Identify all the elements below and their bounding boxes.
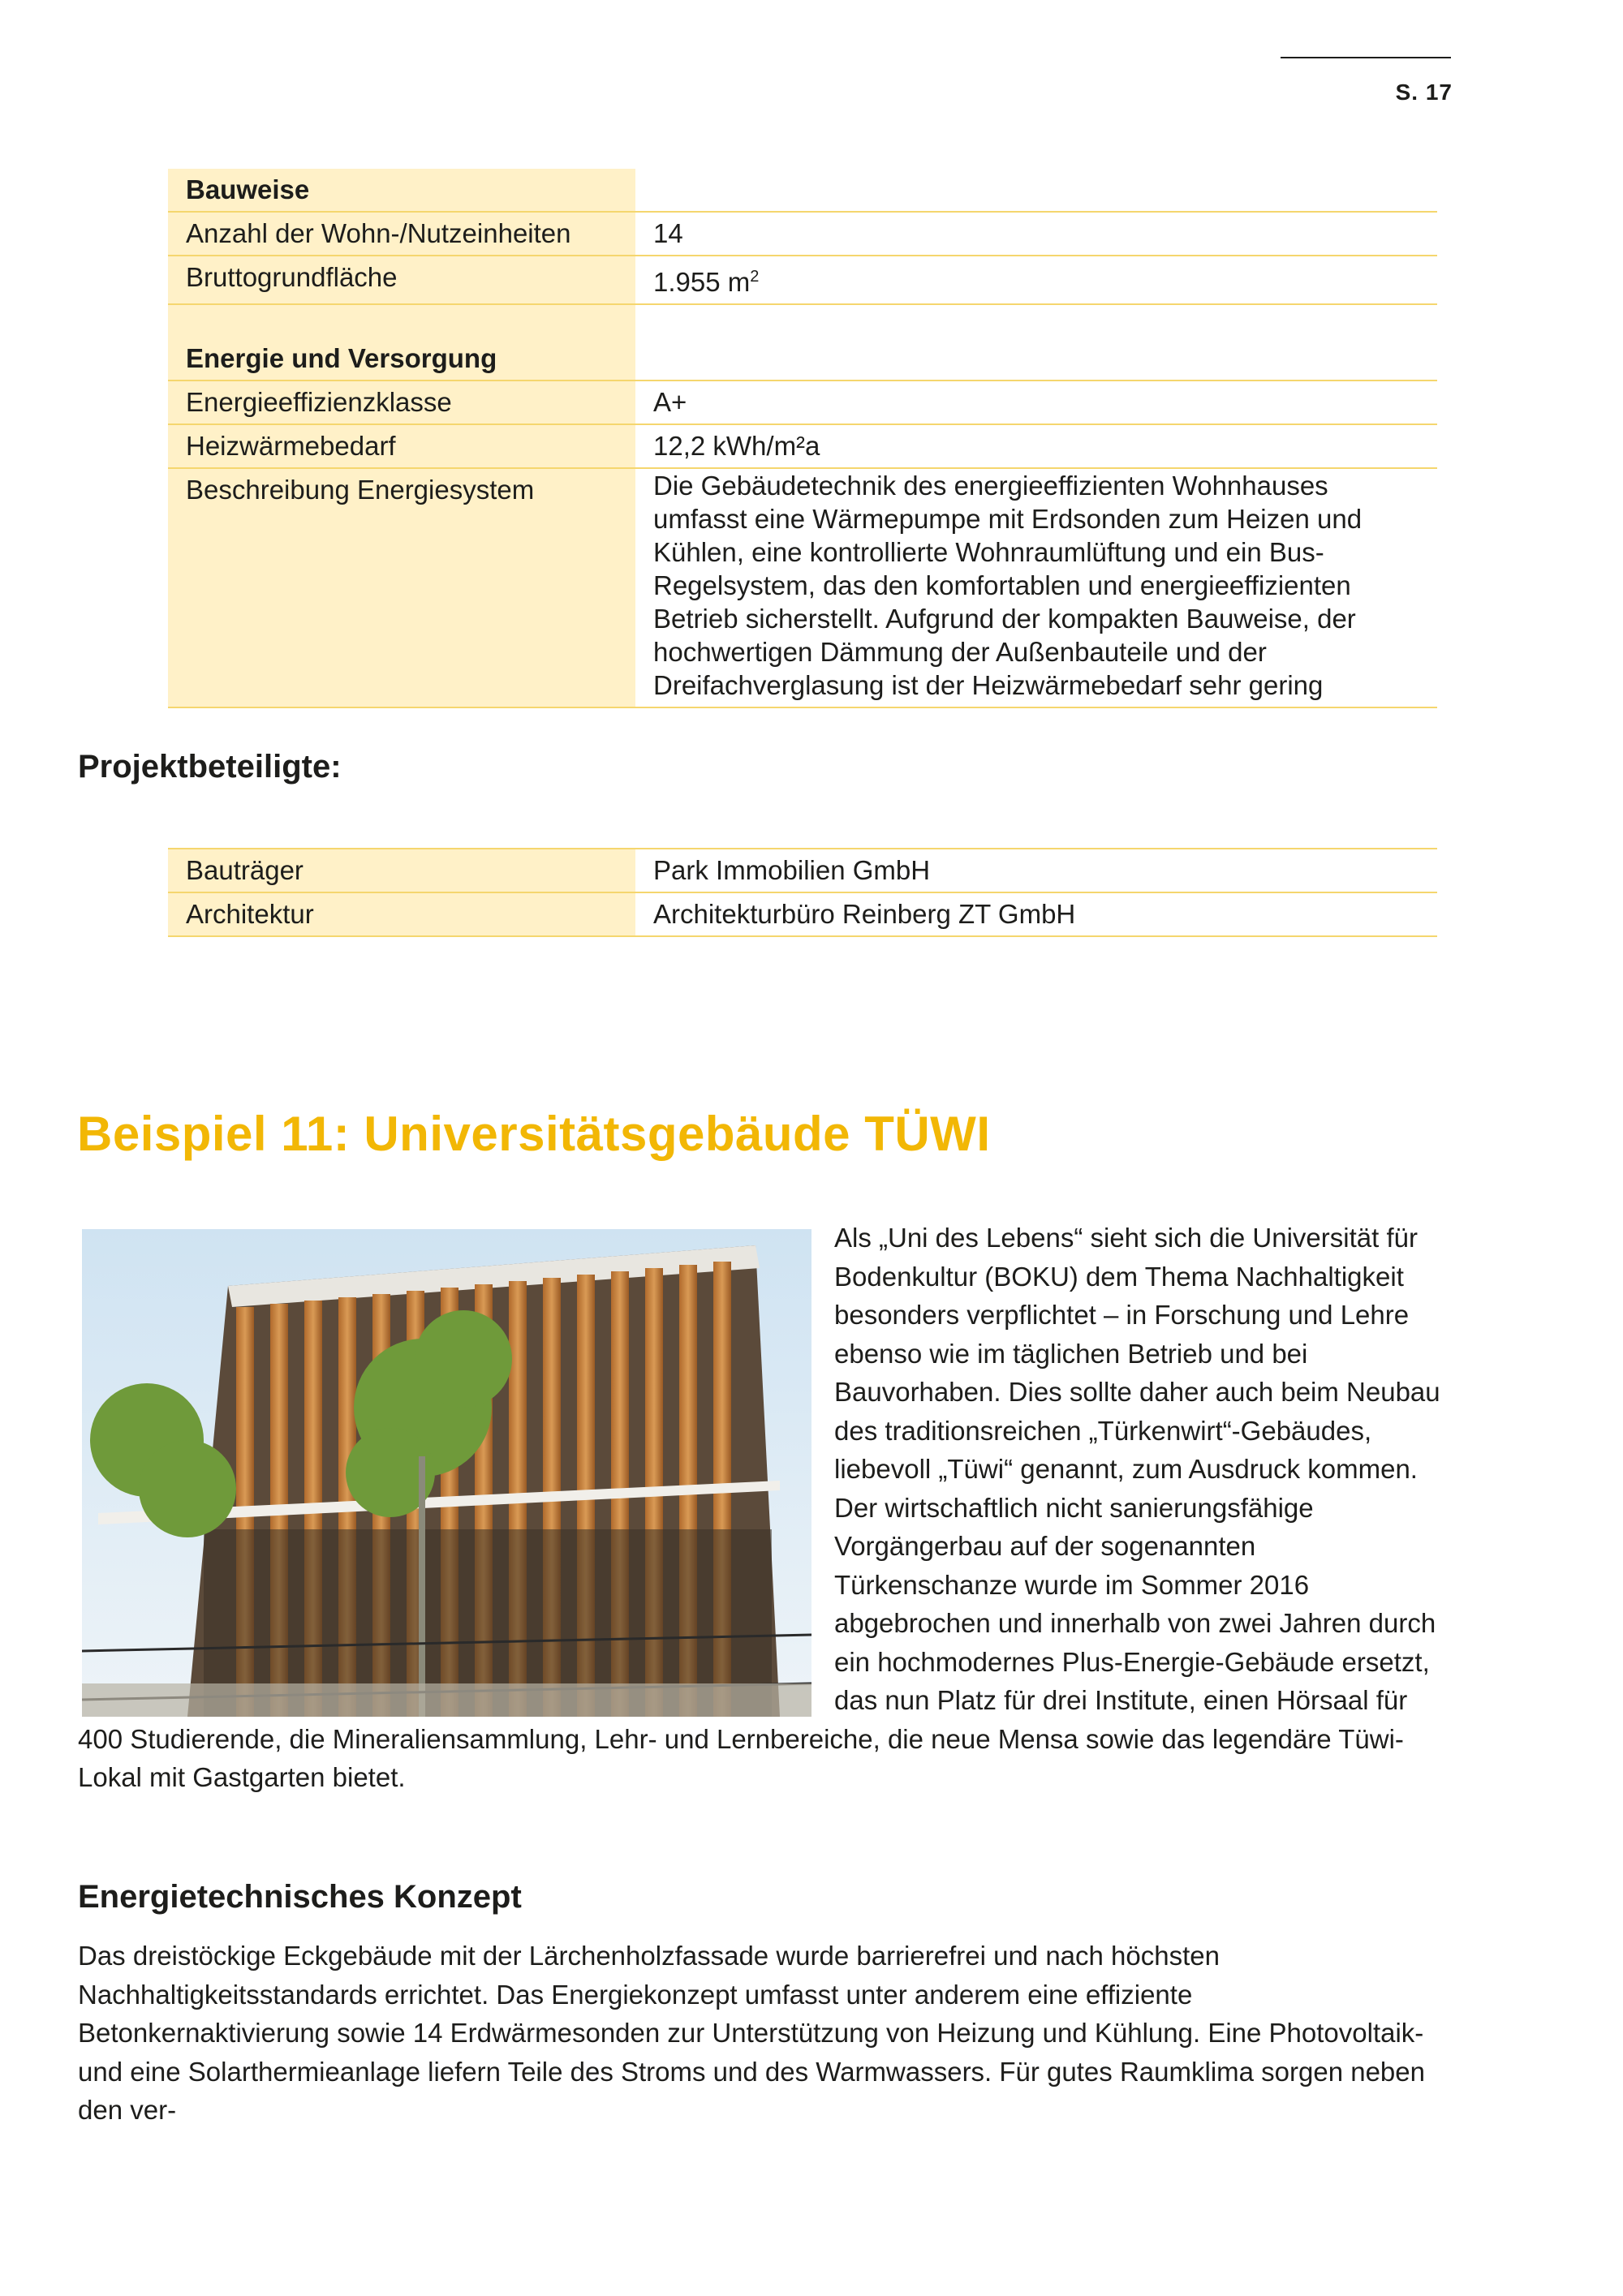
concept-paragraph: Das dreistöckige Eckgebäude mit der Lärchenholzfassade wurde barrierefrei und nach höchsten Nachhaltigkeitsstandards errichtet. Das Energiekonzept umfasst unter anderem eine effiziente Betonkernaktivierung sowie 14 Erdwärmesonden zur Unterstützung von Heizung und Kühlung. Eine Photovoltaik- und eine Solarthermieanlage liefern Teile des Stroms und des Warmwassers. Für gutes Raumklima sorgen neben den ver- (78, 1941, 1425, 2125)
table-row (168, 468, 1437, 707)
participants-table (168, 848, 1437, 937)
row-label: Architektur (168, 892, 635, 936)
row-label: Anzahl der Wohn-/Nutzeinheiten (168, 212, 635, 256)
table-row (168, 381, 1437, 424)
section-title-energie: Energie und Versorgung (168, 338, 635, 381)
row-label: Bruttogrundfläche (168, 256, 635, 304)
row-label: Heizwärmebedarf (168, 424, 635, 468)
row-value: Architekturbüro Reinberg ZT GmbH (635, 892, 1437, 936)
example-title: Beispiel 11: Universitätsgebäude TÜWI (77, 1107, 991, 1161)
table-section-header (168, 169, 1437, 212)
building-data-table (168, 169, 1437, 708)
table-section-header (168, 338, 1437, 381)
row-value-description: Die Gebäudetechnik des energieeffizienten Wohnhauses umfasst eine Wärmepumpe mit Erdsonden zum Heizen und Kühlen, eine kontrollierte Wohnraumlüftung und ein Bus-Regelsystem, das den komfortablen und energieeffizienten Betrieb sicherstellt. Aufgrund der kompakten Bauweise, der hochwertigen Dämmung der Außenbauteile und der Dreifachverglasung ist der Heizwärmebedarf sehr gering (635, 468, 1437, 707)
row-label: Energieeffizienzklasse (168, 381, 635, 424)
table-row (168, 849, 1437, 892)
table-row (168, 256, 1437, 304)
projektbeteiligte-heading: Projektbeteiligte: (78, 749, 342, 785)
table-spacer (168, 304, 1437, 338)
row-label: Beschreibung Energiesystem (168, 468, 635, 707)
row-value: 1.955 $m^2$ (635, 256, 1437, 304)
concept-heading: Energietechnisches Konzept (78, 1879, 522, 1915)
row-value: Park Immobilien GmbH (635, 849, 1437, 892)
row-value: 14 (635, 212, 1437, 256)
row-label: Bauträger (168, 849, 635, 892)
table-row (168, 212, 1437, 256)
intro-paragraph: Als „Uni des Lebens“ sieht sich die Universität für Bodenkultur (BOKU) dem Thema Nachhaltigkeit besonders verpflichtet – in Forschung und Lehre ebenso wie im täglichen Betrieb und bei Bauvorhaben. Dies sollte daher auch beim Neubau des traditionsreichen „Türkenwirt“-Gebäudes, liebevoll „Tüwi“ genannt, zum Ausdruck kommen. Der wirtschaftlich nicht sanierungsfähige Vorgängerbau auf der sogenannten Türkenschanze wurde im Sommer 2016 abgebrochen und innerhalb von zwei Jahren durch ein hochmodernes Plus-Energie-Gebäude ersetzt, das nun Platz für drei Institute, einen Hörsaal für 400 Studierende, die Mineraliensammlung, Lehr- und Lernbereiche, die neue Mensa sowie das legendäre Tüwi-Lokal mit Gastgarten bietet. (78, 1223, 1440, 1792)
section-title-bauweise: Bauweise (168, 169, 635, 212)
row-value: 12,2 kWh/m²a (635, 424, 1437, 468)
table-row (168, 424, 1437, 468)
table-row (168, 892, 1437, 936)
row-value: A+ (635, 381, 1437, 424)
header-rule (1281, 57, 1451, 58)
page-number: S. 17 (1395, 80, 1453, 105)
